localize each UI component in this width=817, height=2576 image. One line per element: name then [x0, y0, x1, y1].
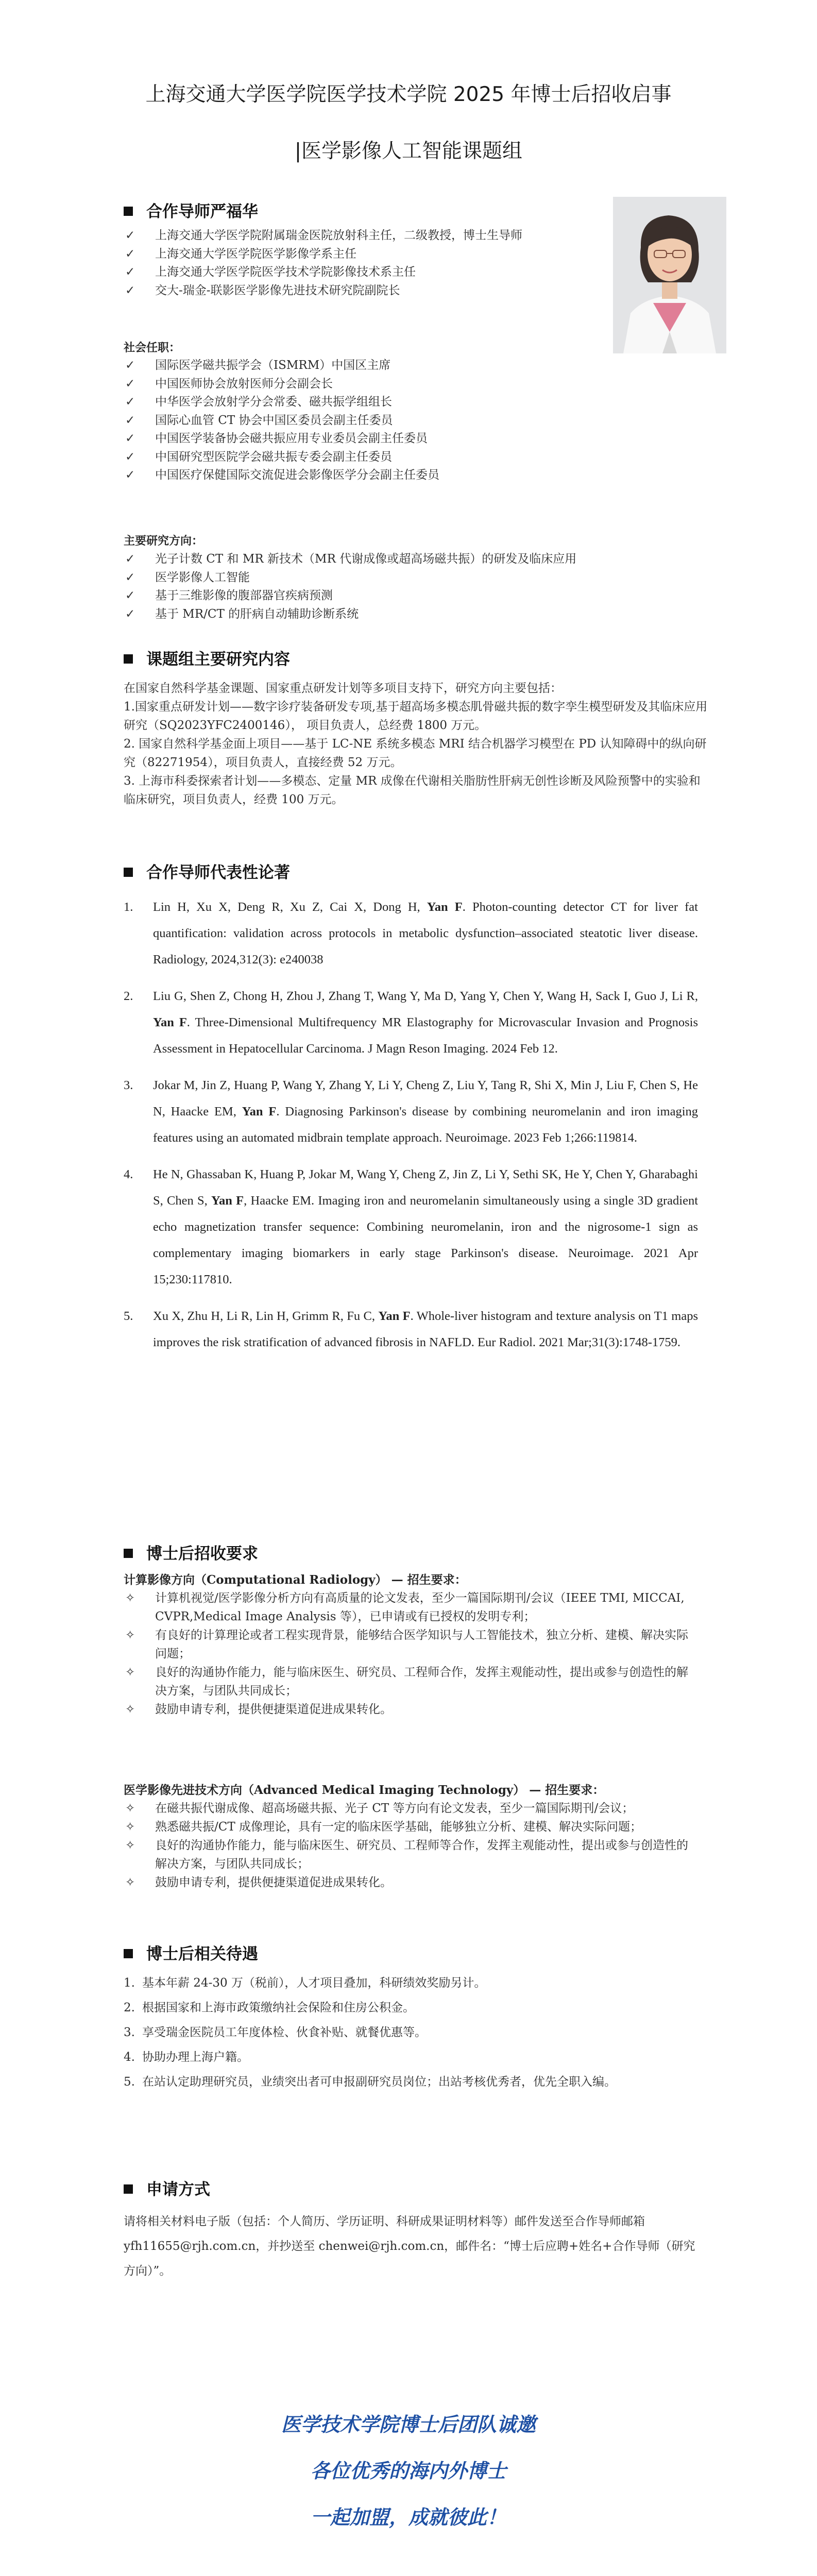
list-item: 3. 享受瑞金医院员工年度体检、伙食补贴、就餐优惠等。 — [124, 2026, 427, 2039]
square-bullet-icon — [124, 1549, 133, 1558]
research-directions-list — [125, 550, 576, 623]
list-item: ✓ 光子计数 CT 和 MR 新技术（MR 代谢成像或超高场磁共振）的研发及临床应用 — [125, 550, 576, 569]
requirements-group-title: 医学影像先进技术方向（Advanced Medical Imaging Technology） — 招生要求： — [124, 1783, 605, 1797]
list-item: 2. 根据国家和上海市政策缴纳社会保险和住房公积金。 — [124, 2001, 415, 2014]
list-item: ✓ 上海交通大学医学院医学技术学院影像技术系主任 — [125, 263, 522, 282]
slogan-line: 一起加盟，成就彼此！ — [310, 2506, 506, 2529]
square-bullet-icon — [124, 2184, 133, 2194]
list-item: ✓ 中国研究型医院学会磁共振专委会副主任委员 — [125, 448, 439, 467]
square-bullet-icon — [124, 1949, 133, 1958]
projects-intro: 在国家自然科学基金课题、国家重点研发计划等多项目支持下，研究方向主要包括： — [124, 682, 562, 695]
list-item: ✓ 交大-瑞金-联影医学影像先进技术研究院副院长 — [125, 282, 522, 300]
requirements-list — [125, 1799, 698, 1892]
list-item: ✓ 中国医师协会放射医师分会副会长 — [125, 375, 439, 394]
list-item: ✧ 熟悉磁共振/CT 成像理论，具有一定的临床医学基础，能够独立分析、建模、解决实际问题； — [125, 1818, 698, 1836]
list-item: ✓ 中华医学会放射学分会常委、磁共振学组组长 — [125, 393, 439, 412]
list-item: ✧ 鼓励申请专利，提供便捷渠道促进成果转化。 — [125, 1873, 698, 1892]
square-bullet-icon — [124, 654, 133, 664]
list-item: ✓ 中国医学装备协会磁共振应用专业委员会副主任委员 — [125, 430, 439, 448]
papers-list — [124, 894, 698, 1366]
paper-item: 2. Liu G, Shen Z, Chong H, Zhou J, Zhang T, Wang Y, Ma D, Yang Y, Chen Y, Wang H, Sack I, Guo J, Li R, Yan F. Three-Dimensional Multifrequency MR Elastography for Microvascular Invasion and Prognosis Assessment in Hepatocellular Carcinoma. J Magn Reson Imaging. 2024 Feb 12. — [124, 989, 698, 1056]
slogan-line: 各位优秀的海内外博士 — [310, 2460, 506, 2482]
section-heading-projects: 课题组主要研究内容 — [124, 646, 290, 669]
requirements-group-title: 计算影像方向（Computational Radiology） — 招生要求： — [124, 1573, 467, 1587]
list-item: ✧ 鼓励申请专利，提供便捷渠道促进成果转化。 — [125, 1700, 698, 1719]
list-item: ✓ 基于三维影像的腹部器官疾病预测 — [125, 587, 576, 605]
section-heading-supervisor: 合作导师严福华 — [124, 198, 258, 222]
page-subtitle: |医学影像人工智能课题组 — [294, 140, 523, 163]
list-item: ✧ 良好的沟通协作能力，能与临床医生、研究员、工程师合作，发挥主观能动性，提出或参与创造性的解决方案，与团队共同成长； — [125, 1663, 698, 1700]
list-item: ✧ 有良好的计算理论或者工程实现背景，能够结合医学知识与人工智能技术，独立分析、建模、解决实际问题； — [125, 1626, 698, 1663]
list-item: ✓ 国际心血管 CT 协会中国区委员会副主任委员 — [125, 412, 439, 430]
slogan-line: 医学技术学院博士后团队诚邀 — [281, 2413, 536, 2436]
list-item: ✓ 中国医疗保健国际交流促进会影像医学分会副主任委员 — [125, 466, 439, 485]
benefits-list — [124, 1971, 701, 2094]
section-heading-requirements: 博士后招收要求 — [124, 1540, 258, 1564]
list-item: ✓ 上海交通大学医学院医学影像学系主任 — [125, 245, 522, 264]
application-instructions: 请将相关材料电子版（包括：个人简历、学历证明、科研成果证明材料等）邮件发送至合作导师邮箱 yfh11655@rjh.com.cn，并抄送至 chenwei@rjh.com.cn，邮件名：“博士后应聘+姓名+合作导师（研究方向）”。 — [124, 2215, 695, 2278]
supervisor-photo — [613, 197, 726, 353]
section-heading-application: 申请方式 — [124, 2176, 210, 2199]
social-positions-label: 社会任职： — [124, 341, 181, 354]
list-item: 1. 基本年薪 24-30 万（税前），人才项目叠加，科研绩效奖励另计。 — [124, 1976, 486, 1990]
project-item: 3. 上海市科委探索者计划——多模态、定量 MR 成像在代谢相关脂肪性肝病无创性诊断及风险预警中的实验和临床研究，项目负责人，经费 100 万元。 — [124, 774, 701, 806]
list-item: ✓ 医学影像人工智能 — [125, 569, 576, 587]
section-heading-benefits: 博士后相关待遇 — [124, 1941, 258, 1964]
research-directions-label: 主要研究方向： — [124, 534, 203, 548]
paper-item: 4. He N, Ghassaban K, Huang P, Jokar M, Wang Y, Cheng Z, Jin Z, Li Y, Sethi SK, He Y, Chen Y, Gharabaghi S, Chen S, Yan F, Haacke EM. Imaging iron and neuromelanin simultaneously using a single 3D gradient echo magnetization transfer sequence: Combining neuromelanin, iron and the nigrosome-1 sign as complementary imaging biomarkers in early stage Parkinson's disease. Neuroimage. 2021 Apr 15;230:117810. — [124, 1167, 699, 1286]
list-item: 5. 在站认定助理研究员，业绩突出者可申报副研究员岗位；出站考核优秀者，优先全职入编。 — [124, 2075, 616, 2089]
page-title: 上海交通大学医学院医学技术学院 2025 年博士后招收启事 — [145, 83, 672, 106]
paper-item: 3. Jokar M, Jin Z, Huang P, Wang Y, Zhang Y, Li Y, Cheng Z, Liu Y, Tang R, Shi X, Min J, Liu F, Chen S, He N, Haacke EM, Yan F. Diagnosing Parkinson's disease by combining neuromelanin and iron imaging features using an automated midbrain template approach. Neuroimage. 2023 Feb 1;266:119814. — [124, 1078, 699, 1145]
square-bullet-icon — [124, 868, 133, 877]
section-heading-papers: 合作导师代表性论著 — [124, 859, 290, 883]
square-bullet-icon — [124, 207, 133, 216]
paper-item: 1. Lin H, Xu X, Deng R, Xu Z, Cai X, Dong H, Yan F. Photon-counting detector CT for liver fat quantification: validation across protocols in metabolic dysfunction–associated steatotic liver disease. Radiology, 2024,312(3): e240038 — [124, 900, 698, 967]
list-item: ✓ 国际医学磁共振学会（ISMRM）中国区主席 — [125, 357, 439, 375]
projects-content — [124, 679, 711, 809]
social-positions-list — [125, 357, 439, 485]
list-item: ✓ 上海交通大学医学院附属瑞金医院放射科主任，二级教授，博士生导师 — [125, 227, 522, 245]
list-item: ✧ 在磁共振代谢成像、超高场磁共振、光子 CT 等方向有论文发表，至少一篇国际期刊/会议； — [125, 1799, 698, 1818]
list-item: ✧ 良好的沟通协作能力，能与临床医生、研究员、工程师等合作，发挥主观能动性，提出或参与创造性的解决方案，与团队共同成长； — [125, 1836, 698, 1873]
list-item: ✧ 计算机视觉/医学影像分析方向有高质量的论文发表，至少一篇国际期刊/会议（IEEE TMI, MICCAI, CVPR,Medical Image Analysis 等），已申请或有已授权的发明专利； — [125, 1589, 698, 1626]
portrait-image-icon — [613, 197, 726, 353]
project-item: 2. 国家自然科学基金面上项目——基于 LC-NE 系统多模态 MRI 结合机器学习模型在 PD 认知障碍中的纵向研究（82271954），项目负责人，直接经费 52 万元。 — [124, 737, 707, 769]
requirements-list — [125, 1589, 698, 1719]
project-item: 1.国家重点研发计划——数字诊疗装备研发专项,基于超高场多模态肌骨磁共振的数字孪生模型研发及其临床应用研究（SQ2023YFC2400146）， 项目负责人，总经费 1800 万元。 — [124, 700, 708, 732]
list-item: ✓ 基于 MR/CT 的肝病自动辅助诊断系统 — [125, 605, 576, 624]
supervisor-roles-list — [125, 227, 522, 300]
paper-item: 5. Xu X, Zhu H, Li R, Lin H, Grimm R, Fu C, Yan F. Whole-liver histogram and texture analysis on T1 maps improves the risk stratification of advanced fibrosis in NAFLD. Eur Radiol. 2021 Mar;31(3):1748-1759. — [124, 1309, 698, 1349]
list-item: 4. 协助办理上海户籍。 — [124, 2050, 249, 2064]
